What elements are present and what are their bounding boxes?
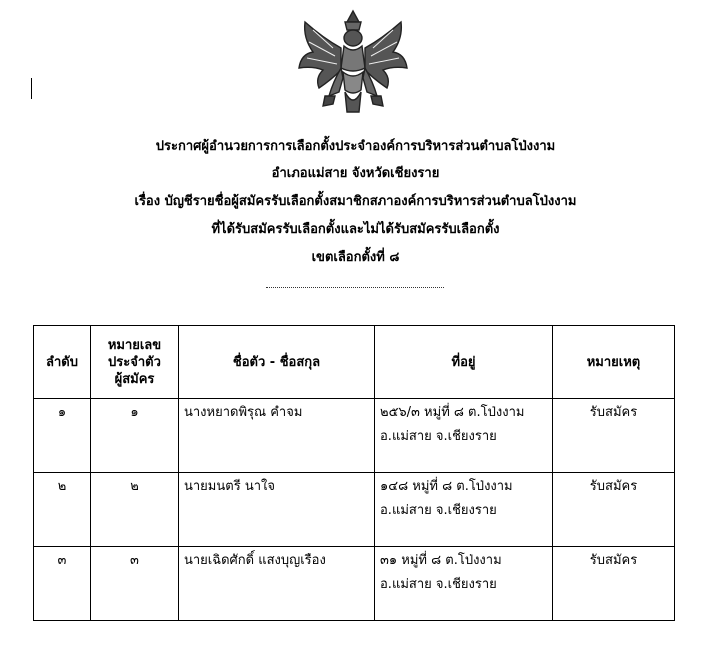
address-line: อ.แม่สาย จ.เชียงราย xyxy=(380,503,497,518)
row-address xyxy=(375,547,553,621)
subject-line: เรื่อง บัญชีรายชื่อผู้สมัครรับเลือกตั้งสมาชิกสภาองค์การบริหารส่วนตำบลโป่งงาม xyxy=(134,194,577,209)
row-address xyxy=(375,399,553,473)
header-remark: หมายเหตุ xyxy=(553,326,675,399)
row-order: ๒ xyxy=(34,473,91,547)
address-line: อ.แม่สาย จ.เชียงราย xyxy=(380,577,497,592)
row-name: นายมนตรี นาใจ xyxy=(179,473,375,547)
electoral-district: เขตเลือกตั้งที่ ๘ xyxy=(311,250,400,265)
address-line: ๓๑ หมู่ที่ ๘ ต.โป่งงาม xyxy=(380,553,502,568)
table-row xyxy=(34,473,675,547)
row-order: ๑ xyxy=(34,399,91,473)
table-header-row xyxy=(34,326,675,399)
row-candidate-number: ๓ xyxy=(91,547,179,621)
row-candidate-number: ๒ xyxy=(91,473,179,547)
table-row xyxy=(34,399,675,473)
candidates-table xyxy=(33,325,675,621)
header-address: ที่อยู่ xyxy=(375,326,553,399)
table-row xyxy=(34,547,675,621)
header-id-line: ประจำตัว xyxy=(108,354,161,370)
row-remark: รับสมัคร xyxy=(553,473,675,547)
subject-line-2: ที่ได้รับสมัครรับเลือกตั้งและไม่ได้รับสมัครรับเลือกตั้ง xyxy=(211,222,500,237)
row-candidate-number: ๑ xyxy=(91,399,179,473)
dotted-divider xyxy=(266,279,444,288)
row-order: ๓ xyxy=(34,547,91,621)
header-id-line: หมายเลข xyxy=(107,337,162,353)
announcement-title: ประกาศผู้อำนวยการการเลือกตั้งประจำองค์การบริหารส่วนตำบลโป่งงาม xyxy=(155,139,556,154)
header-id-line: ผู้สมัคร xyxy=(114,371,155,387)
district-province: อำเภอแม่สาย จังหวัดเชียงราย xyxy=(271,166,440,181)
header-name: ชื่อตัว - ชื่อสกุล xyxy=(179,326,375,399)
garuda-emblem-icon xyxy=(293,8,413,116)
address-line: ๑๔๘ หมู่ที่ ๘ ต.โป่งงาม xyxy=(380,479,513,494)
row-name: นางหยาดพิรุณ คำจม xyxy=(179,399,375,473)
header-order: ลำดับ xyxy=(34,326,91,399)
row-address xyxy=(375,473,553,547)
row-remark: รับสมัคร xyxy=(553,547,675,621)
address-line: อ.แม่สาย จ.เชียงราย xyxy=(380,429,497,444)
text-cursor xyxy=(31,78,32,99)
address-line: ๒๕๖/๓ หมู่ที่ ๘ ต.โป่งงาม xyxy=(380,405,525,420)
row-remark: รับสมัคร xyxy=(553,399,675,473)
header-candidate-number xyxy=(91,326,179,399)
row-name: นายเฉิดศักดิ์ แสงบุญเรือง xyxy=(179,547,375,621)
